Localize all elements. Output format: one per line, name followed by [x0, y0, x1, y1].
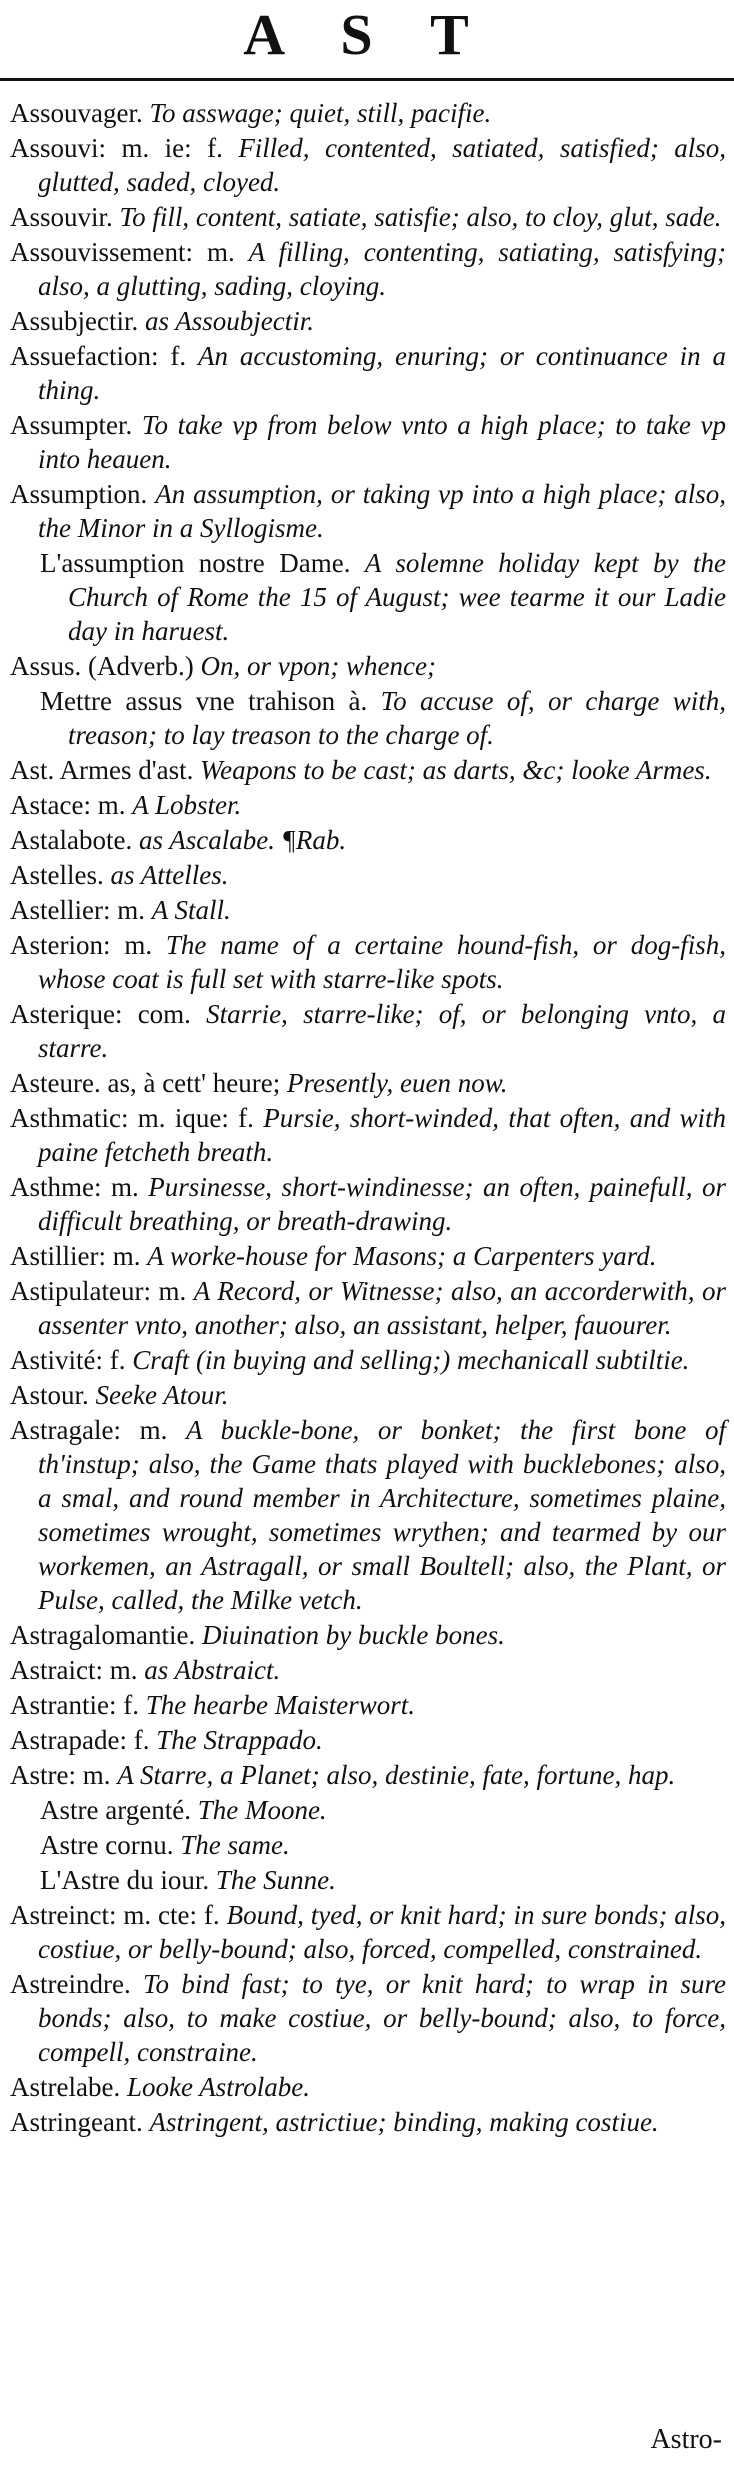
dictionary-entry: [10, 893, 726, 927]
dictionary-entry: [10, 858, 726, 892]
entry-grammar: m. cte: f.: [123, 1900, 220, 1930]
entry-definition: To fill, content, satiate, satisfie; also, to cloy, glut, sade.: [119, 202, 722, 232]
entry-headword: Astraict:: [10, 1655, 103, 1685]
entry-headword: Assubjectir.: [10, 306, 139, 336]
entry-definition: as Ascalabe. ¶Rab.: [138, 825, 347, 855]
entry-definition: Presently, euen now.: [287, 1068, 508, 1098]
dictionary-entry: [10, 997, 726, 1065]
entry-grammar: f.: [123, 1690, 139, 1720]
entry-definition: A Lobster.: [132, 790, 242, 820]
entry-definition: The Moone.: [197, 1795, 327, 1825]
dictionary-entry: [10, 1758, 726, 1792]
entry-definition: The Strappado.: [156, 1725, 323, 1755]
dictionary-entry: [10, 928, 726, 996]
entry-headword: Astelles.: [10, 860, 104, 890]
entry-definition: Looke Astrolabe.: [126, 2072, 310, 2102]
entry-headword: Astringeant.: [10, 2107, 143, 2137]
dictionary-entry: [10, 1688, 726, 1722]
entry-definition: To asswage; quiet, still, pacifie.: [149, 98, 492, 128]
entry-definition: To take vp from below vnto a high place; to take vp into heauen.: [38, 410, 726, 474]
entry-headword: Astellier:: [10, 895, 111, 925]
entry-definition: Weapons to be cast; as darts, &c; looke Armes.: [200, 755, 712, 785]
entry-headword: Astrelabe.: [10, 2072, 121, 2102]
dictionary-entry: [10, 649, 726, 683]
entry-definition: Bound, tyed, or knit hard; in sure bonds; also, costiue, or belly-bound; also, forced, compelled, constrained.: [38, 1900, 727, 1964]
dictionary-entry: [10, 96, 726, 130]
entry-definition: The Sunne.: [215, 1865, 336, 1895]
dictionary-entry: [10, 823, 726, 857]
entry-grammar: m.: [97, 790, 126, 820]
entry-definition: The name of a certaine hound-fish, or dog-fish, whose coat is full set with starre-like spots.: [38, 930, 726, 994]
entry-definition: Filled, contented, satiated, satisfied; also, glutted, saded, cloyed.: [38, 133, 727, 197]
dictionary-entry: [10, 1618, 726, 1652]
entry-definition: A filling, contenting, satiating, satisfying; also, a glutting, sading, cloying.: [38, 237, 727, 301]
entry-definition: On, or vpon; whence;: [200, 651, 436, 681]
dictionary-entry: [10, 200, 726, 234]
entry-headword: Asthmatic:: [10, 1103, 129, 1133]
dictionary-entry: [10, 1378, 726, 1412]
dictionary-entry: [10, 235, 726, 303]
entry-definition: The same.: [180, 1830, 290, 1860]
entry-grammar: m. ie: f.: [121, 133, 223, 163]
dictionary-entry: [10, 1653, 726, 1687]
entry-headword: Astace:: [10, 790, 91, 820]
dictionary-entry: [10, 1828, 726, 1862]
entry-definition: as Assoubjectir.: [145, 306, 315, 336]
dictionary-entry: [10, 304, 726, 338]
entry-definition: The hearbe Maisterwort.: [145, 1690, 415, 1720]
entry-definition: A Starre, a Planet; also, destinie, fate, fortune, hap.: [117, 1760, 676, 1790]
dictionary-entry: [10, 339, 726, 407]
entry-grammar: m.: [109, 1655, 138, 1685]
entry-headword: Astreindre.: [10, 1969, 131, 1999]
dictionary-entry: [10, 1101, 726, 1169]
entry-definition: An accustoming, enuring; or continuance in a thing.: [38, 341, 726, 405]
dictionary-entry: [10, 1793, 726, 1827]
entry-definition: Starrie, starre-like; of, or belonging vnto, a starre.: [38, 999, 727, 1063]
entry-headword: Assouvissement:: [10, 237, 194, 267]
dictionary-entry: [10, 546, 726, 648]
dictionary-entry: [10, 2105, 726, 2139]
entry-headword: Assumption.: [10, 479, 148, 509]
dictionary-entry: [10, 1274, 726, 1342]
entry-definition: Pursie, short-winded, that often, and with paine fetcheth breath.: [38, 1103, 727, 1167]
entry-grammar: m.: [117, 895, 145, 925]
dictionary-entry: [10, 1066, 726, 1100]
entry-grammar: f.: [109, 1345, 126, 1375]
entry-definition: A Record, or Witnesse; also, an accorderwith, or assenter vnto, another; also, an assistant, helper, fauourer.: [38, 1276, 727, 1340]
entry-headword: Astragalomantie.: [10, 1620, 196, 1650]
entry-definition: Astringent, astrictiue; binding, making costiue.: [149, 2107, 659, 2137]
entry-grammar: m. ique: f.: [137, 1103, 254, 1133]
entry-definition: as Abstraict.: [144, 1655, 281, 1685]
dictionary-entry: [10, 1967, 726, 2069]
entry-grammar: (Adverb.): [88, 651, 194, 681]
entry-grammar: as, à cett' heure;: [107, 1068, 281, 1098]
entry-definition: A solemne holiday kept by the Church of Rome the 15 of August; wee tearme it our Ladie day in haruest.: [68, 548, 727, 646]
dictionary-entry: [10, 684, 726, 752]
entry-headword: Astipulateur:: [10, 1276, 151, 1306]
entry-headword: Ast.: [10, 755, 55, 785]
entry-headword: Astre:: [10, 1760, 76, 1790]
entry-definition: To accuse of, or charge with, treason; to lay treason to the charge of.: [68, 686, 727, 750]
entry-definition: as Attelles.: [110, 860, 229, 890]
entry-grammar: m.: [112, 1241, 141, 1271]
header-rule: [0, 78, 734, 81]
entries-list: [10, 96, 726, 2140]
entry-grammar: f.: [170, 341, 187, 371]
entry-grammar: m.: [82, 1760, 111, 1790]
entry-headword: Mettre assus vne trahison à.: [40, 686, 368, 716]
entry-grammar: m.: [158, 1276, 187, 1306]
entry-grammar: m.: [139, 1415, 168, 1445]
entry-definition: An assumption, or taking vp into a high place; also, the Minor in a Syllogisme.: [38, 479, 727, 543]
entry-headword: L'Astre du iour.: [40, 1865, 210, 1895]
page-header: A S T: [243, 2, 491, 67]
entry-headword: Assumpter.: [10, 410, 133, 440]
entry-headword: Asthme:: [10, 1172, 102, 1202]
entry-grammar: f.: [133, 1725, 150, 1755]
dictionary-entry: [10, 788, 726, 822]
entry-headword: Asterion:: [10, 930, 111, 960]
entry-definition: Seeke Atour.: [95, 1380, 229, 1410]
dictionary-entry: [10, 753, 726, 787]
dictionary-entry: [10, 2070, 726, 2104]
entry-headword: Astrantie:: [10, 1690, 117, 1720]
dictionary-entry: [10, 1898, 726, 1966]
dictionary-entry: [10, 1239, 726, 1273]
dictionary-entry: [10, 1863, 726, 1897]
entry-headword: Assus.: [10, 651, 82, 681]
entry-definition: Diuination by buckle bones.: [201, 1620, 505, 1650]
entry-headword: Astalabote.: [10, 825, 133, 855]
dictionary-entry: [10, 131, 726, 199]
entry-definition: A Stall.: [151, 895, 231, 925]
dictionary-entry: [10, 1170, 726, 1238]
entry-headword: Astivité:: [10, 1345, 103, 1375]
entry-grammar: Armes d'ast.: [59, 755, 194, 785]
entry-definition: To bind fast; to tye, or knit hard; to wrap in sure bonds; also, to make costiue, or belly-bound; also, to force, compell, constraine.: [38, 1969, 726, 2067]
dictionary-entry: [10, 1723, 726, 1757]
entry-headword: Asterique:: [10, 999, 123, 1029]
entry-grammar: m.: [206, 237, 235, 267]
entry-headword: Astre cornu.: [40, 1830, 174, 1860]
entry-grammar: m.: [124, 930, 153, 960]
entry-headword: Astragale:: [10, 1415, 121, 1445]
dictionary-entry: [10, 1343, 726, 1377]
entry-headword: Assouvager.: [10, 98, 143, 128]
entry-definition: Craft (in buying and selling;) mechanicall subtiltie.: [132, 1345, 690, 1375]
entry-grammar: com.: [137, 999, 191, 1029]
entry-definition: Pursinesse, short-windinesse; an often, painefull, or difficult breathing, or breath-drawing.: [38, 1172, 727, 1236]
entry-headword: Astreinct:: [10, 1900, 117, 1930]
entry-definition: A buckle-bone, or bonket; the first bone of th'instup; also, the Game thats played with bucklebones; also, a smal, and round member in Architecture, sometimes plaine, sometimes wrought, sometimes wrythen; and tearmed by our workemen, an Astragall, or small Boultell; also, the Plant, or Pulse, called, the Milke vetch.: [38, 1415, 727, 1615]
entry-headword: L'assumption nostre Dame.: [40, 548, 351, 578]
entry-headword: Astrapade:: [10, 1725, 127, 1755]
dictionary-entry: [10, 477, 726, 545]
entry-definition: A worke-house for Masons; a Carpenters yard.: [147, 1241, 657, 1271]
catchword: Astro-: [650, 2424, 722, 2455]
entry-headword: Astour.: [10, 1380, 89, 1410]
entry-headword: Assuefaction:: [10, 341, 159, 371]
entry-headword: Astillier:: [10, 1241, 106, 1271]
entry-headword: Asteure.: [10, 1068, 101, 1098]
dictionary-entry: [10, 408, 726, 476]
entry-headword: Astre argenté.: [40, 1795, 191, 1825]
entry-headword: Assouvi:: [10, 133, 107, 163]
entry-headword: Assouvir.: [10, 202, 113, 232]
dictionary-entry: [10, 1413, 726, 1617]
entry-grammar: m.: [111, 1172, 139, 1202]
